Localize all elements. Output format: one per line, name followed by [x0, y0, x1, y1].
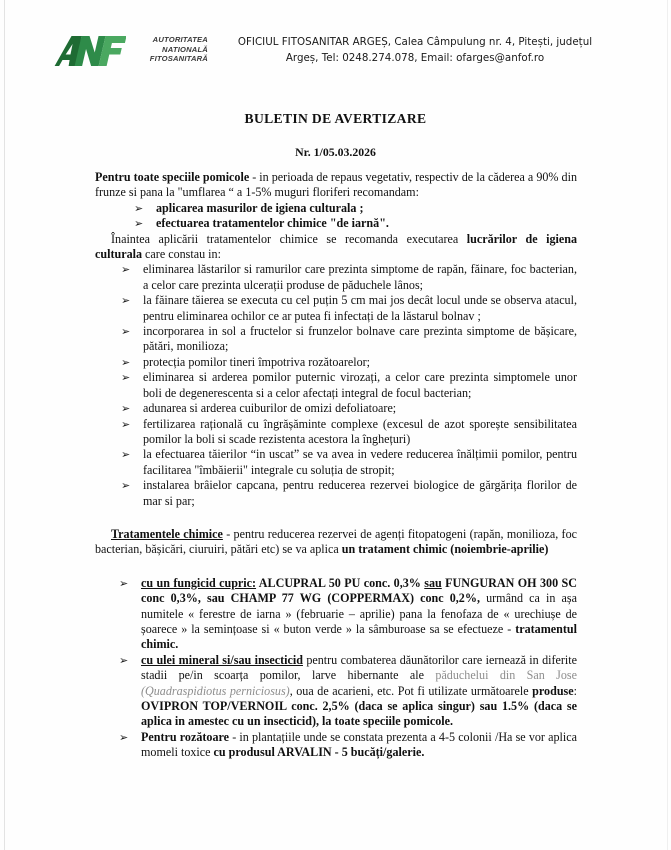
list-item	[117, 478, 577, 509]
list-item	[117, 262, 577, 293]
spacer	[95, 509, 577, 527]
intro-bullet-list	[130, 201, 577, 232]
hygiene-intro-bold: lucrărilor de igiena culturala	[95, 231, 578, 262]
arrow-bullet-icon: ➢	[134, 217, 144, 231]
office-phone-email-line: Argeș, Tel: 0248.274.078, Email: ofarges@anfof.ro	[285, 52, 545, 64]
page-left-edge	[4, 0, 5, 850]
hygiene-intro-pre: Înaintea aplicării tratamentelor chimice se recomanda executarea	[111, 231, 467, 246]
office-contact-info	[205, 34, 625, 66]
hygiene-intro-post: care constau in:	[142, 247, 221, 262]
hygiene-item-8: instalarea brâielor capcana, pentru reducerea rezervei biologice de gărgărița florilor de mar si par;	[143, 478, 577, 508]
document-number: Nr. 1/05.03.2026	[295, 145, 376, 159]
arrow-bullet-icon: ➢	[121, 294, 131, 308]
hygiene-item-1: la făinare tăierea se executa cu cel puțin 5 cm mai jos decât locul unde se observa atacul, pentru eliminarea ochilor ce ar putea fi infectați de la lăstarul bolnav ;	[143, 293, 577, 323]
anf-logo-line-1: AUTORITATEA	[152, 35, 208, 44]
arrow-bullet-icon: ➢	[121, 325, 131, 339]
arrow-bullet-icon: ➢	[119, 576, 129, 590]
hygiene-item-6: fertilizarea rațională cu îngrășăminte complexe (excesul de azot sporește sensibilitatea pomilor la boli si scade rezistenta acestora la înghețuri)	[143, 416, 577, 446]
anf-logo-line-3: FITOSANITARĂ	[149, 54, 208, 64]
arrow-bullet-icon: ➢	[121, 417, 131, 431]
hygiene-item-5: adunarea si arderea cuiburilor de omizi defoliatoare;	[143, 401, 397, 416]
rodents-text-1: - in plantațiile unde se constata prezenta a 4-5 colonii /Ha se vor aplica momeli toxice	[141, 729, 577, 760]
fungicide-rest: urmând ca in așa numitele « ferestre de iarna » (februarie – aprilie) pana la fenofaza de « urechiușe de șoarece » la semințoase si « buton verde » la sâmburoase sa se efectueze -	[141, 591, 577, 636]
hygiene-works-list	[117, 262, 577, 509]
hygiene-item-4: eliminarea si arderea pomilor puternic virozați, a celor care prezinta simptomele unor boli de degenerescenta si a celor afectați integral de focul bacterian;	[143, 370, 577, 400]
intro-lead-bold: Pentru toate speciile pomicole	[95, 170, 250, 184]
intro-bullet-1: efectuarea tratamentelor chimice "de iarnă".	[156, 216, 389, 231]
chemical-treatments-list	[115, 576, 577, 761]
anf-logo-text	[128, 35, 208, 64]
list-item	[117, 447, 577, 478]
chemical-heading: Tratamentele chimice	[111, 526, 223, 541]
spacer	[95, 558, 577, 576]
oil-text-2: , oua de acarieni, etc. Pot fi utilizate următoarele	[289, 683, 533, 698]
hygiene-item-3: protecția pomilor tineri împotriva rozătoarelor;	[143, 354, 371, 369]
list-item	[117, 324, 577, 355]
list-item	[117, 355, 577, 370]
hygiene-item-2: incorporarea in sol a fructelor si frunzelor bolnave care prezinta simptome de bășicare, pătări, monilioza;	[143, 324, 577, 354]
page-right-edge	[667, 0, 668, 850]
fungicide-product-1: ALCUPRAL 50 PU conc. 0,3%	[256, 575, 425, 590]
anf-logo-line-2: NATIONALĂ	[162, 44, 208, 54]
hygiene-intro-paragraph	[95, 232, 577, 263]
fungicide-product-2: FUNGURAN OH 300 SC conc 0,3%, sau CHAMP 77 WG (COPPERMAX) conc 0,2%,	[141, 575, 577, 606]
arrow-bullet-icon: ➢	[121, 355, 131, 369]
arrow-bullet-icon: ➢	[121, 263, 131, 277]
list-item	[130, 201, 577, 216]
anf-logo-icon	[48, 34, 126, 68]
list-item	[117, 401, 577, 416]
arrow-bullet-icon: ➢	[119, 730, 129, 744]
intro-rest: - in perioada de repaus vegetativ, respectiv de la căderea a 90% din frunze si pana la "umflarea “ a 1-5% muguri floriferi recomandam:	[95, 170, 577, 200]
oil-product-details: OVIPRON TOP/VERNOIL conc. 2,5% (daca se aplica singur) sau 1.5% (daca se aplica in amestec cu un insecticid), la toate speciile pomicole.	[141, 699, 577, 729]
oil-label: cu ulei mineral si/sau insecticid	[141, 652, 303, 667]
hygiene-item-0: eliminarea lăstarilor si ramurilor care prezinta simptome de rapăn, făinare, foc bacterian, a celor care prezinta ulcerații produse de păduchele lânos;	[143, 262, 577, 292]
oil-bold-produse: produse	[532, 683, 574, 698]
rodents-label: Pentru rozătoare	[141, 729, 230, 744]
arrow-bullet-icon: ➢	[121, 371, 131, 385]
list-item	[117, 293, 577, 324]
oil-gray-name: păduchelui din San Jose	[435, 668, 577, 683]
document-body	[95, 170, 577, 761]
list-item	[115, 653, 577, 730]
rodents-product: cu produsul ARVALIN - 5 bucăți/galerie.	[213, 745, 425, 760]
list-item	[117, 417, 577, 448]
list-item	[115, 730, 577, 761]
document-header	[0, 28, 671, 84]
intro-bullet-0: aplicarea masurilor de igiena culturala ;	[156, 200, 364, 215]
fungicide-sau: sau	[424, 575, 442, 590]
anf-logo	[48, 32, 208, 78]
fungicide-label: cu un fungicid cupric:	[141, 575, 257, 590]
chemical-intro-paragraph	[95, 527, 577, 558]
arrow-bullet-icon: ➢	[121, 402, 131, 416]
chemical-intro-bold: un tratament chimic (noiembrie-aprilie)	[341, 542, 549, 557]
office-address-line: OFICIUL FITOSANITAR ARGEȘ, Calea Câmpulung nr. 4, Pitești, județul	[237, 36, 593, 48]
intro-paragraph	[95, 170, 577, 201]
arrow-bullet-icon: ➢	[119, 653, 129, 667]
fungicide-end-bold: tratamentul chimic.	[141, 621, 577, 652]
list-item	[115, 576, 577, 653]
arrow-bullet-icon: ➢	[121, 479, 131, 493]
oil-latin-name: (Quadraspidiotus perniciosus)	[141, 683, 290, 698]
list-item	[130, 216, 577, 231]
list-item	[117, 370, 577, 401]
page-title: BULETIN DE AVERTIZARE	[244, 111, 427, 126]
oil-text-1: pentru combaterea dăunătorilor care iernează in diferite stadii pe/in scoarța pomilor, larve hibernante ale	[141, 652, 577, 683]
arrow-bullet-icon: ➢	[121, 448, 131, 462]
chemical-intro-mid: - pentru reducerea rezervei de agenți fitopatogeni (rapăn, monilioza, foc bacterian, bășicări, ciuruiri, pătări etc) se va aplica	[95, 526, 577, 557]
arrow-bullet-icon: ➢	[134, 201, 144, 215]
oil-text-3: :	[573, 683, 577, 698]
hygiene-item-7: la efectuarea tăierilor “in uscat” se va avea in vedere reducerea înălțimii pomilor, pentru facilitarea "îmbăierii" integrale cu soluția de stropit;	[143, 447, 577, 477]
